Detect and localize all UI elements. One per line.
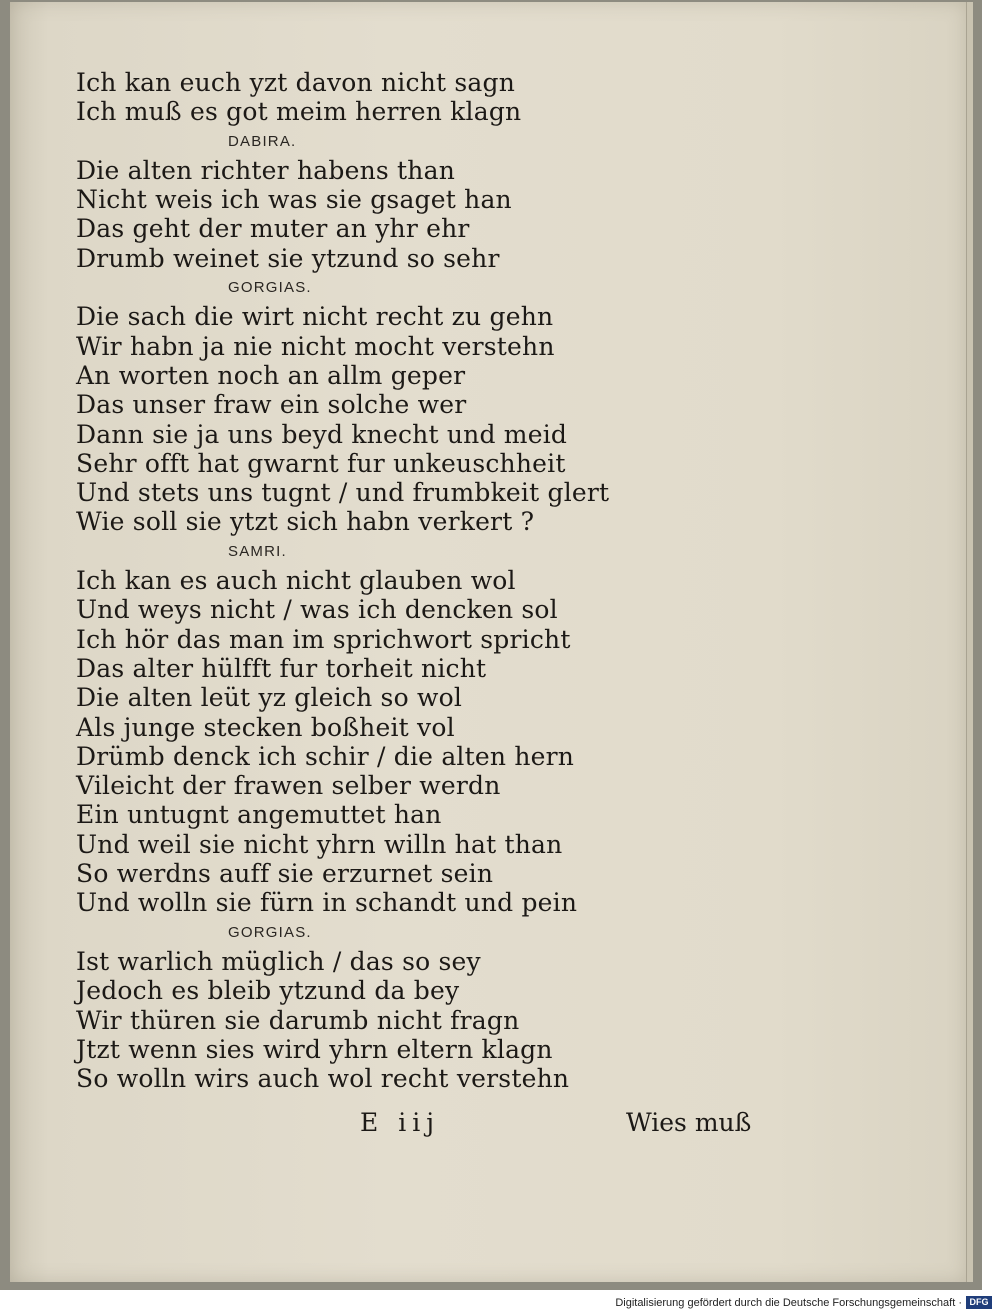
verse-line: Wir habn ja nie nicht mocht verstehn bbox=[76, 331, 555, 361]
verse-line: Und weil sie nicht yhrn willn hat than bbox=[76, 829, 563, 859]
speaker-name: GORGIAS. bbox=[228, 923, 312, 941]
verse-line: Vileicht der frawen selber werdn bbox=[76, 771, 501, 801]
verse-line: Ein untugnt angemuttet han bbox=[76, 800, 442, 830]
verse-line: Die alten richter habens than bbox=[76, 155, 455, 185]
verse-line: Dann sie ja uns beyd knecht und meid bbox=[76, 419, 568, 449]
verse-line: Drumb weinet sie ytzund so sehr bbox=[76, 243, 500, 273]
verse-line: Ich kan euch yzt davon nicht sagn bbox=[76, 68, 516, 97]
verse-line: An worten noch an allm geper bbox=[76, 360, 466, 390]
footer-bar bbox=[0, 1291, 1000, 1313]
verse-line: Ich muß es got meim herren klagn bbox=[76, 97, 522, 127]
verse-line: Wie soll sie ytzt sich habn verkert ? bbox=[76, 507, 535, 537]
verse-line: Und wolln sie fürn in schandt und pein bbox=[76, 888, 578, 918]
footer-credit: Digitalisierung gefördert durch die Deutsche Forschungsgemeinschaft · bbox=[615, 1297, 962, 1309]
verse-line: Als junge stecken boßheit vol bbox=[76, 712, 455, 742]
dfg-logo: DFG bbox=[966, 1296, 992, 1309]
verse-line: Ich kan es auch nicht glauben wol bbox=[76, 566, 516, 596]
verse-line: Wir thüren sie darumb nicht fragn bbox=[76, 1005, 520, 1035]
verse-line: Und stets uns tugnt / und frumbkeit glert bbox=[76, 478, 610, 508]
verse-line: Ist warlich müglich / das so sey bbox=[76, 946, 481, 976]
verse-line: Sehr offt hat gwarnt fur unkeuschheit bbox=[76, 448, 566, 478]
speaker-name: DABIRA. bbox=[228, 132, 297, 150]
page-foot bbox=[0, 1108, 966, 1144]
verse-text bbox=[76, 68, 676, 1093]
catchword: Wies muß bbox=[626, 1108, 752, 1137]
verse-line: Jedoch es bleib ytzund da bey bbox=[76, 976, 460, 1006]
verse-line: Und weys nicht / was ich dencken sol bbox=[76, 595, 558, 625]
verse-line: Nicht weis ich was sie gsaget han bbox=[76, 185, 512, 215]
verse-line: Die sach die wirt nicht recht zu gehn bbox=[76, 302, 554, 332]
speaker-name: SAMRI. bbox=[228, 542, 287, 560]
speaker-name: GORGIAS. bbox=[228, 279, 312, 297]
verse-line: Drümb denck ich schir / die alten hern bbox=[76, 741, 575, 771]
verse-line: Das unser fraw ein solche wer bbox=[76, 390, 467, 420]
verse-line: Ich hör das man im sprichwort spricht bbox=[76, 624, 571, 654]
verse-line: Das alter hülfft fur torheit nicht bbox=[76, 653, 487, 683]
verse-line: Die alten leüt yz gleich so wol bbox=[76, 683, 463, 713]
page-edge bbox=[966, 2, 973, 1282]
verse-line: So wolln wirs auch wol recht verstehn bbox=[76, 1064, 570, 1094]
signature-mark: E iij bbox=[360, 1108, 440, 1137]
verse-line: So werdns auff sie erzurnet sein bbox=[76, 859, 494, 889]
verse-line: Das geht der muter an yhr ehr bbox=[76, 214, 470, 244]
verse-line: Jtzt wenn sies wird yhrn eltern klagn bbox=[76, 1034, 553, 1064]
